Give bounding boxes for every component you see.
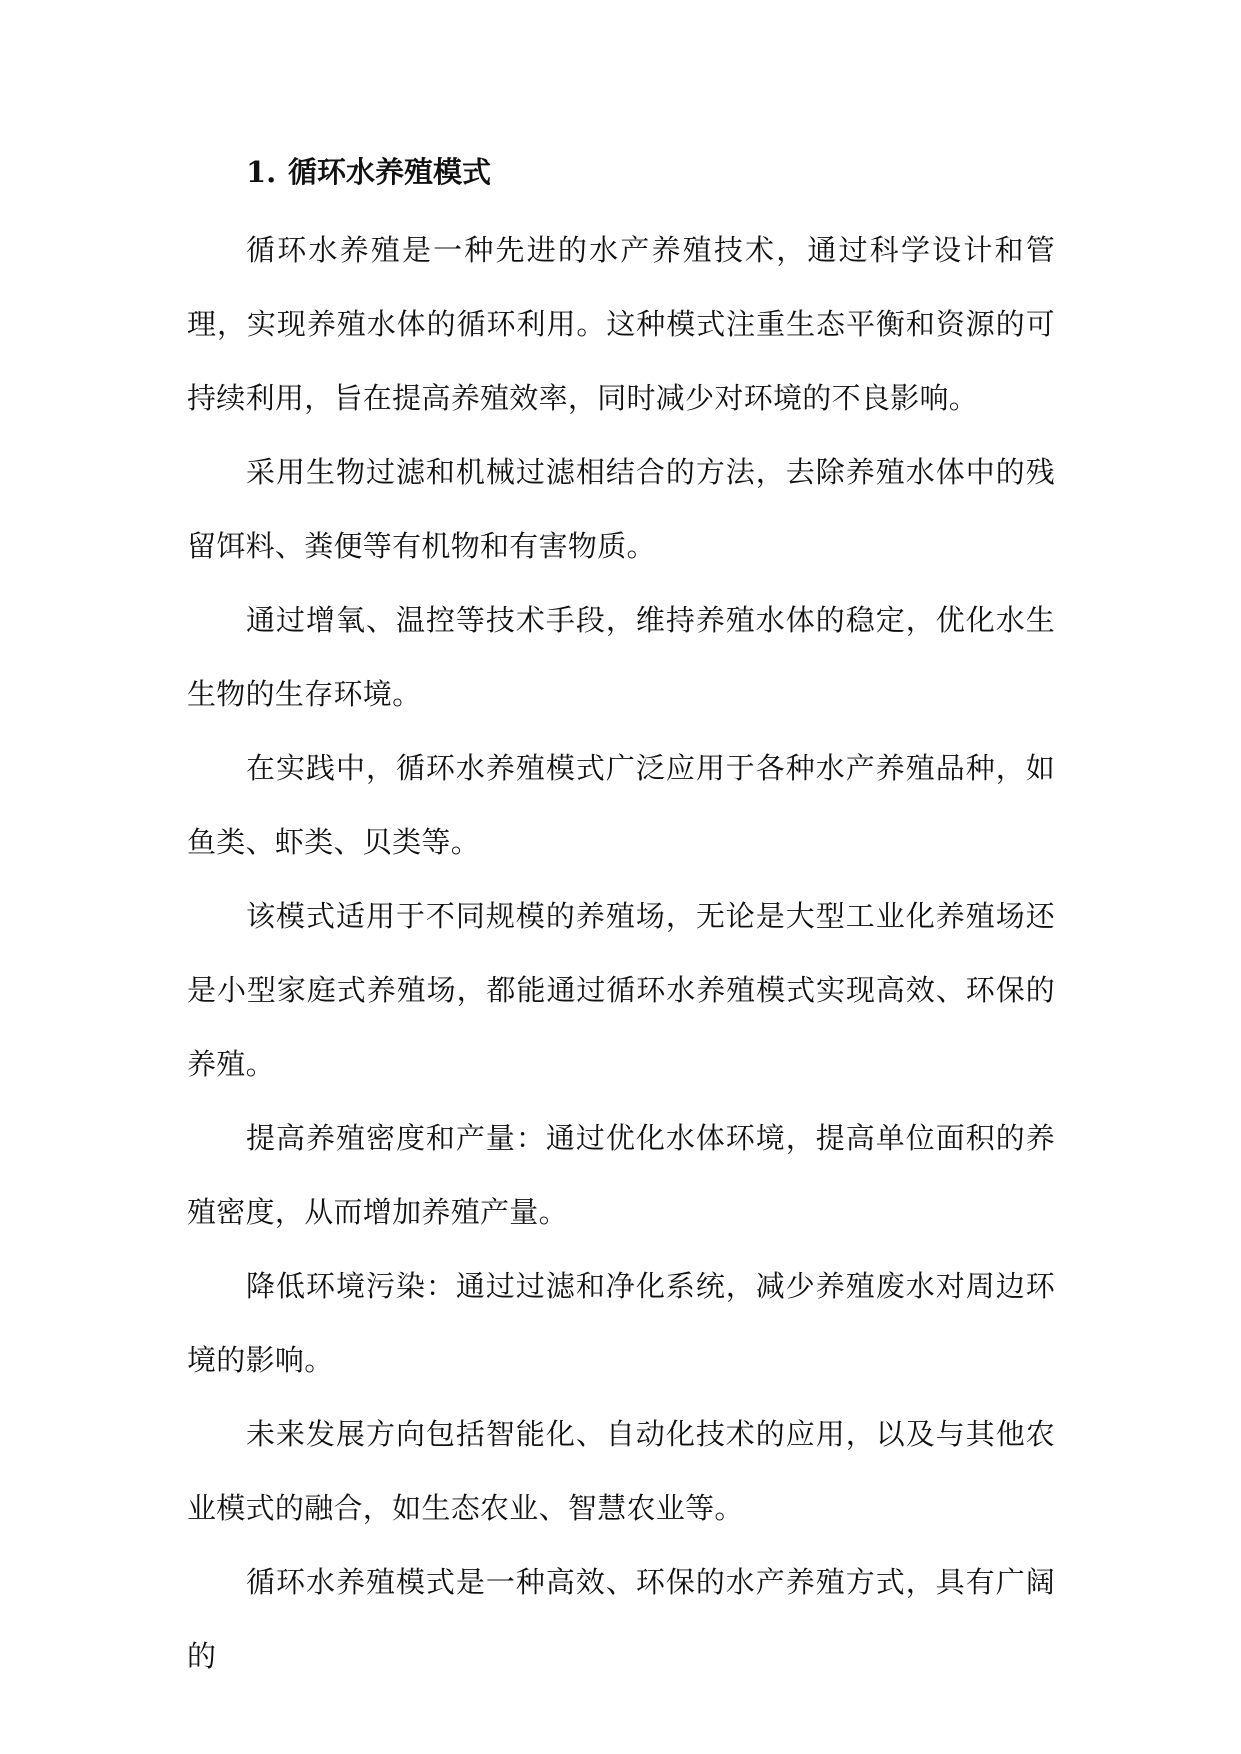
paragraph-6: 提高养殖密度和产量：通过优化水体环境，提高单位面积的养殖密度，从而增加养殖产量。 [187, 1121, 1055, 1229]
paragraph-4: 在实践中，循环水养殖模式广泛应用于各种水产养殖品种，如鱼类、虾类、贝类等。 [187, 751, 1055, 859]
paragraph-2: 采用生物过滤和机械过滤相结合的方法，去除养殖水体中的残留饵料、粪便等有机物和有害物质。 [187, 455, 1055, 563]
paragraph-1: 循环水养殖是一种先进的水产养殖技术，通过科学设计和管理，实现养殖水体的循环利用。这种模式注重生态平衡和资源的可持续利用，旨在提高养殖效率，同时减少对环境的不良影响。 [187, 233, 1055, 415]
section-number: 1. [246, 155, 277, 189]
section-heading [246, 148, 491, 196]
paragraph-9: 循环水养殖模式是一种高效、环保的水产养殖方式，具有广阔的 [187, 1565, 1055, 1673]
paragraph-8: 未来发展方向包括智能化、自动化技术的应用，以及与其他农业模式的融合，如生态农业、智慧农业等。 [187, 1417, 1055, 1525]
paragraph-7: 降低环境污染：通过过滤和净化系统，减少养殖废水对周边环境的影响。 [187, 1269, 1055, 1377]
paragraph-3: 通过增氧、温控等技术手段，维持养殖水体的稳定，优化水生生物的生存环境。 [187, 603, 1055, 711]
paragraph-5: 该模式适用于不同规模的养殖场，无论是大型工业化养殖场还是小型家庭式养殖场，都能通过循环水养殖模式实现高效、环保的养殖。 [187, 899, 1055, 1081]
section-title: 循环水养殖模式 [288, 155, 492, 189]
body-text [187, 213, 1055, 1693]
